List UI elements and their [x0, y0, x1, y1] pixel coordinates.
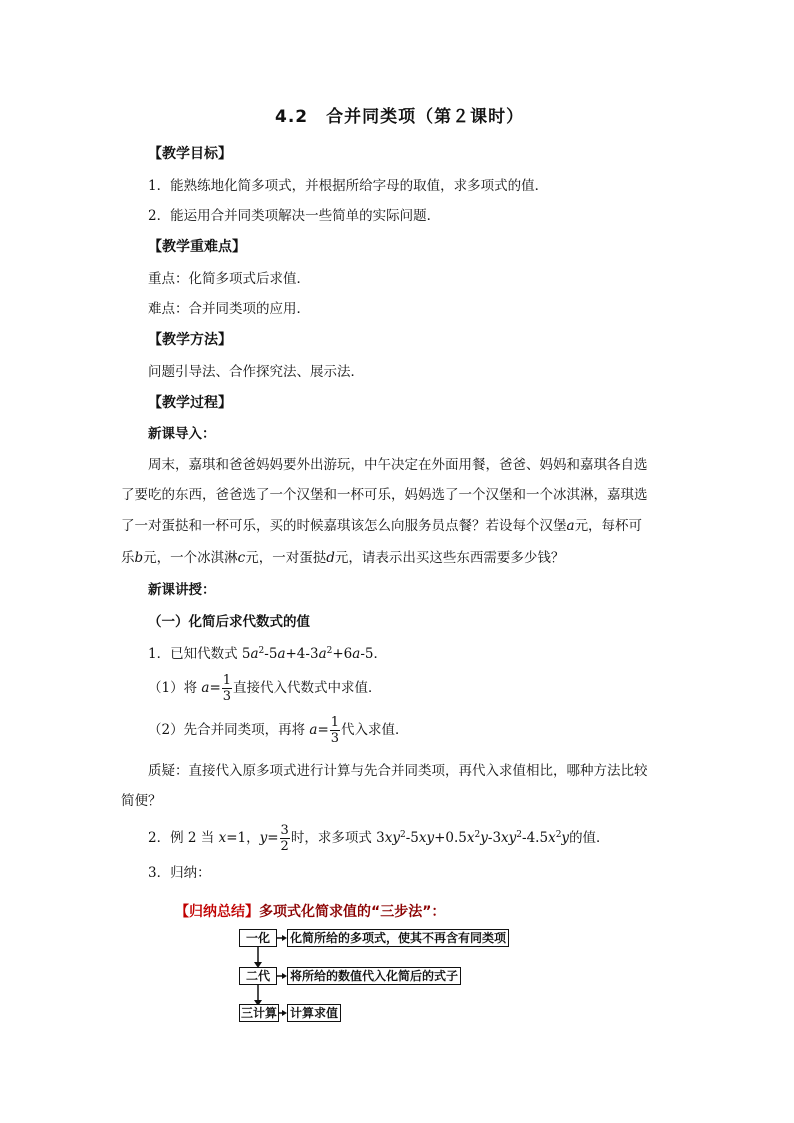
page-title: 4.2 合并同类项（第２课时）: [275, 107, 525, 127]
methods-text: 问题引导法、合作探究法、展示法．: [148, 364, 364, 380]
question-doubt-line-2: 简便？: [121, 793, 162, 809]
fraction-one-third: $\frac{1}{3}$: [330, 715, 340, 746]
difficult-point: 难点：合并同类项的应用．: [148, 301, 310, 317]
polynomial-term: -3: [487, 830, 502, 846]
polynomial-term: y: [480, 830, 488, 846]
goal-item-1: 1．能熟练地化简多项式，并根据所给字母的取值，求多项式的值．: [148, 178, 549, 194]
step-box-1: 一化: [239, 929, 277, 947]
polynomial-term: x: [548, 830, 556, 846]
section-heading-keypoints: 【教学重难点】: [148, 239, 246, 255]
polynomial-term: xy: [384, 830, 400, 846]
polynomial-term: xy: [418, 830, 435, 846]
polynomial-term: 2: [399, 830, 406, 840]
step-desc-2: 将所给的数值代入化简后的式子: [287, 967, 461, 985]
intro-heading: 新课导入：: [148, 426, 216, 442]
step-desc-3: 计算求值: [287, 1004, 341, 1022]
polynomial-term: -4.5: [522, 830, 549, 846]
polynomial-term: x: [466, 830, 475, 846]
intro-line-1: 周末，嘉琪和爸爸妈妈要外出游玩，中午决定在外面用餐，爸爸、妈妈和嘉琪各自选: [148, 457, 648, 473]
section-heading-goals: 【教学目标】: [148, 146, 232, 162]
goal-item-2: 2．能运用合并同类项解决一些简单的实际问题．: [148, 208, 441, 224]
step-desc-1: 化简所给的多项式，使其不再含有同类项: [287, 929, 509, 947]
intro-line-3: 了一对蛋挞和一杯可乐，买的时候嘉琪该怎么向服务员点餐？若设每个汉堡a元，每杯可: [121, 518, 643, 534]
question-2: 2．例 2 当 x=1，y= $\frac{3}{2}$ 时，求多项式 $3xy^2-5xy+0.5x^2y-3xy^2-4.5x^2y$的值．: [148, 823, 610, 854]
question-1: 1．已知代数式 $5a^2-5a+4-3a^2+6a-5$．: [148, 646, 387, 662]
fraction-one-third: $\frac{1}{3}$: [222, 673, 232, 704]
polynomial-term: xy: [501, 830, 517, 846]
intro-line-2: 了要吃的东西，爸爸选了一个汉堡和一杯可乐，妈妈选了一个汉堡和一个冰淇淋，嘉琪选: [121, 487, 648, 503]
question-doubt-line-1: 质疑：直接代入原多项式进行计算与先合并同类项，再代入求值相比，哪种方法比较: [148, 763, 648, 779]
lesson-subheading: （一）化简后求代数式的值: [148, 614, 310, 630]
fraction-three-halves: $\frac{3}{2}$: [280, 823, 289, 854]
polynomial-term: 2: [555, 830, 562, 840]
step-box-2: 二代: [239, 967, 277, 985]
intro-line-4: 乐b元，一个冰淇淋c元，一对蛋挞d元，请表示出买这些东西需要多少钱？: [121, 550, 565, 566]
section-heading-methods: 【教学方法】: [148, 332, 232, 348]
polynomial-term: 2: [516, 830, 523, 840]
polynomial-term: 2: [474, 830, 481, 840]
question-3: 3．归纳：: [148, 865, 211, 881]
polynomial-term: y: [561, 830, 570, 846]
question-1b: （2）先合并同类项，再将 a= $\frac{1}{3}$ 代入求值．: [148, 715, 409, 746]
lesson-heading: 新课讲授：: [148, 582, 216, 598]
question-1a: （1）将 a= $\frac{1}{3}$ 直接代入代数式中求值．: [148, 673, 382, 704]
step-box-3: 三计算: [240, 1006, 277, 1020]
summary-heading: 【归纳总结】多项式化简求值的“三步法”：: [175, 904, 446, 920]
polynomial-term: +0.5: [434, 830, 467, 846]
polynomial-term: -5: [405, 830, 419, 846]
key-point: 重点：化简多项式后求值．: [148, 271, 310, 287]
section-heading-process: 【教学过程】: [148, 395, 232, 411]
